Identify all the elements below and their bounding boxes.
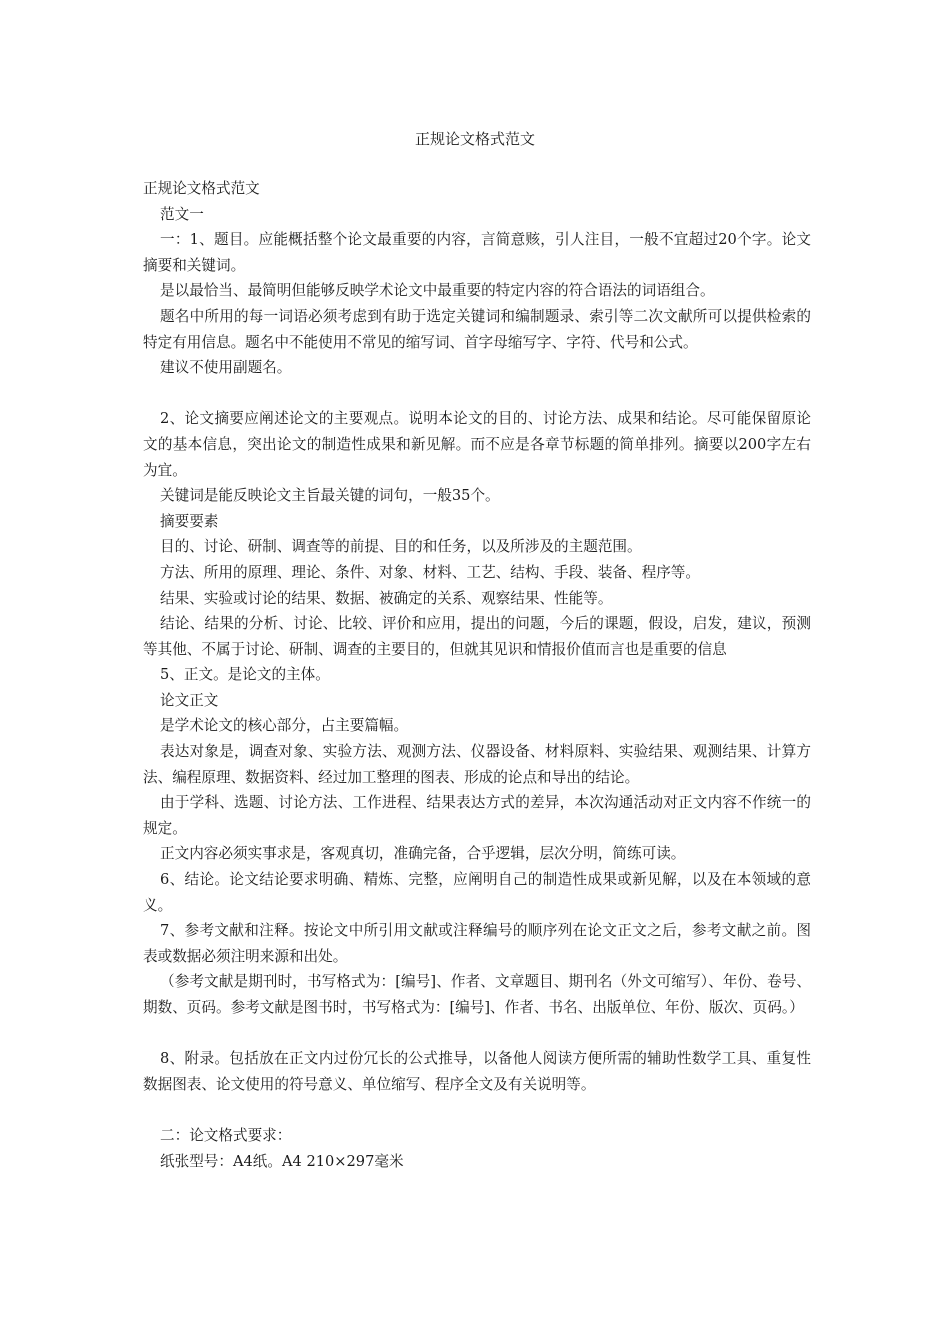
- blank-line: [143, 1021, 811, 1047]
- paragraph: 由于学科、选题、讨论方法、工作进程、结果表达方式的差异，本次沟通活动对正文内容不作统一的规定。: [143, 794, 811, 837]
- paragraph: 6、结论。论文结论要求明确、精炼、完整，应阐明自己的制造性成果或新见解，以及在本领域的意义。: [143, 871, 811, 914]
- paragraph: 正规论文格式范文: [143, 180, 260, 197]
- blank-line: [143, 1097, 811, 1123]
- paragraph: 建议不使用副题名。: [160, 359, 292, 377]
- paragraph: （参考文献是期刊时，书写格式为：[编号]、作者、文章题目、期刊名（外文可缩写）、年份、卷号、期数、页码。参考文献是图书时，书写格式为：[编号]、作者、书名、出版单位、年份、版次、页码。）: [143, 973, 811, 1016]
- document-title: 正规论文格式范文: [414, 130, 535, 148]
- paragraph: 目的、讨论、研制、调查等的前提、目的和任务，以及所涉及的主题范围。: [160, 538, 642, 556]
- paragraph: 范文一: [160, 205, 204, 223]
- paragraph: 二：论文格式要求：: [160, 1126, 292, 1144]
- paragraph: 8、附录。包括放在正文内过份冗长的公式推导，以备他人阅读方便所需的辅助性数学工具、重复性数据图表、论文使用的符号意义、单位缩写、程序全文及有关说明等。: [143, 1050, 811, 1093]
- paragraph: 摘要要素: [160, 512, 219, 530]
- paragraph: 结果、实验或讨论的结果、数据、被确定的关系、观察结果、性能等。: [160, 589, 613, 607]
- paragraph: 方法、所用的原理、理论、条件、对象、材料、工艺、结构、手段、装备、程序等。: [160, 563, 700, 581]
- paragraph: 关键词是能反映论文主旨最关键的词句，一般35个。: [160, 487, 500, 505]
- paragraph: 是学术论文的核心部分，占主要篇幅。: [160, 717, 409, 735]
- paragraph: 一：1、题目。应能概括整个论文最重要的内容，言简意赅，引人注目，一般不宜超过20个字。论文摘要和关键词。: [143, 231, 811, 274]
- document-body: [143, 176, 811, 1174]
- paragraph: 5、正文。是论文的主体。: [160, 666, 330, 684]
- paragraph: 是以最恰当、最简明但能够反映学术论文中最重要的特定内容的符合语法的词语组合。: [160, 282, 715, 300]
- paragraph: 7、参考文献和注释。按论文中所引用文献或注释编号的顺序列在论文正文之后，参考文献之前。图表或数据必须注明来源和出处。: [143, 922, 811, 965]
- blank-line: [143, 381, 811, 407]
- paragraph: 题名中所用的每一词语必须考虑到有助于选定关键词和编制题录、索引等二次文献所可以提供检索的特定有用信息。题名中不能使用不常见的缩写词、首字母缩写字、字符、代号和公式。: [143, 307, 811, 351]
- paragraph: 2、论文摘要应阐述论文的主要观点。说明本论文的目的、讨论方法、成果和结论。尽可能保留原论文的基本信息，突出论文的制造性成果和新见解。而不应是各章节标题的简单排列。摘要以200字左右为宜。: [143, 410, 811, 479]
- paragraph: 结论、结果的分析、讨论、比较、评价和应用，提出的问题，今后的课题，假设，启发，建议，预测等其他、不属于讨论、研制、调查的主要目的，但就其见识和情报价值而言也是重要的信息: [143, 615, 811, 658]
- paragraph: 正文内容必须实事求是，客观真切，准确完备，合乎逻辑，层次分明，简练可读。: [160, 845, 686, 863]
- paragraph: 纸张型号：A4纸。A4 210×297毫米: [160, 1152, 404, 1170]
- paragraph: 表达对象是，调查对象、实验方法、观测方法、仪器设备、材料原料、实验结果、观测结果、计算方法、编程原理、数据资料、经过加工整理的图表、形成的论点和导出的结论。: [143, 743, 811, 786]
- paragraph: 论文正文: [160, 691, 219, 709]
